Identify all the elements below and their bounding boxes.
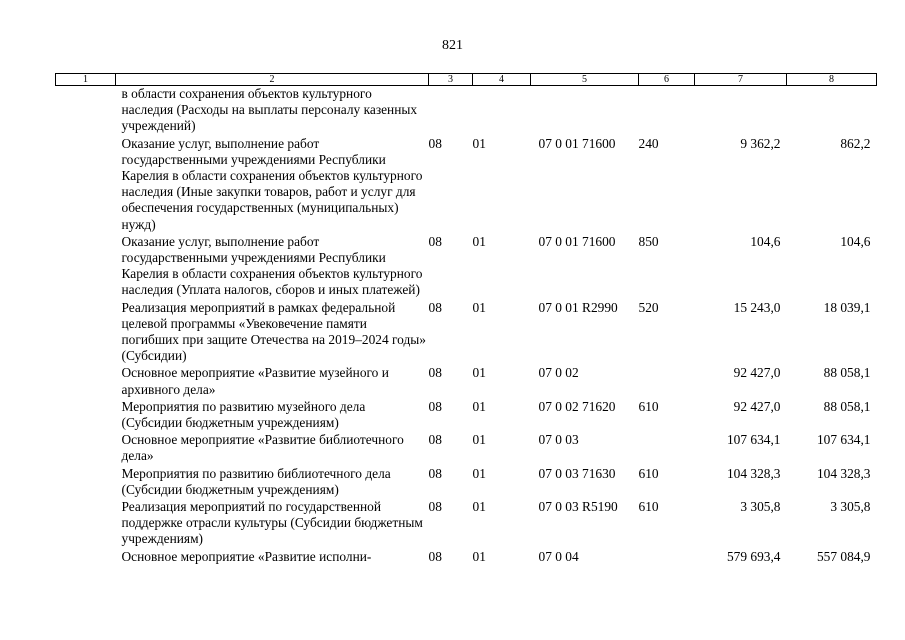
table-body — [56, 86, 877, 566]
row-amount-1: 104 328,3 — [726, 465, 781, 481]
row-name: Мероприятия по развитию библиотечного дела (Субсидии бюджетным учреждениям) — [121, 465, 391, 497]
row-amount-2: 862,2 — [840, 135, 871, 151]
row-subsection: 01 — [472, 365, 486, 381]
row-subsection: 01 — [472, 499, 486, 515]
row-subsection: 01 — [472, 398, 486, 414]
row-target-code: 07 0 03 — [538, 432, 579, 448]
table-row — [56, 499, 877, 549]
column-header-6: 6 — [639, 74, 695, 86]
row-number-cell — [56, 499, 116, 549]
row-name: Оказание услуг, выполнение работ государственными учреждениями Республики Карелия в области сохранения объектов культурного наследия (Иные закупки товаров, работ и услуг для обеспечения государственных (муниципальных) нужд) — [121, 135, 423, 232]
row-section: 08 — [428, 233, 442, 249]
table-row — [56, 549, 877, 566]
row-expense-type — [639, 86, 695, 136]
row-section: 08 — [428, 365, 442, 381]
row-number-cell — [56, 365, 116, 398]
row-target-code: 07 0 02 — [538, 365, 579, 381]
column-header-7: 7 — [695, 74, 787, 86]
row-name: Основное мероприятие «Развитие музейного и архивного дела» — [121, 365, 389, 397]
column-header-8: 8 — [787, 74, 877, 86]
row-name: Основное мероприятие «Развитие библиотечного дела» — [121, 432, 404, 464]
row-section: 08 — [428, 432, 442, 448]
row-amount-1: 3 305,8 — [740, 499, 781, 515]
row-subsection: 01 — [472, 135, 486, 151]
row-number-cell — [56, 136, 116, 234]
row-section: 08 — [428, 465, 442, 481]
row-section: 08 — [428, 398, 442, 414]
table-row — [56, 365, 877, 398]
row-section — [429, 86, 473, 136]
row-name: Оказание услуг, выполнение работ государственными учреждениями Республики Карелия в области сохранения объектов культурного наследия (Уплата налогов, сборов и иных платежей) — [121, 233, 423, 298]
row-target-code: 07 0 04 — [538, 548, 579, 564]
row-name: Основное мероприятие «Развитие исполни- — [121, 548, 372, 564]
row-name: Мероприятия по развитию музейного дела (Субсидии бюджетным учреждениям) — [121, 398, 366, 431]
row-section: 08 — [428, 548, 442, 564]
budget-table — [55, 73, 877, 566]
row-subsection: 01 — [472, 432, 486, 448]
row-expense-type: 850 — [638, 233, 659, 249]
row-subsection: 01 — [472, 233, 486, 249]
row-expense-type — [639, 365, 695, 398]
row-amount-2: 557 084,9 — [816, 548, 871, 564]
row-target-code: 07 0 03 71630 — [538, 465, 616, 481]
row-number-cell — [56, 234, 116, 300]
table-row — [56, 466, 877, 499]
row-number-cell — [56, 466, 116, 499]
column-header-1: 1 — [56, 74, 116, 86]
row-amount-2: 88 058,1 — [823, 365, 871, 381]
table-row — [56, 234, 877, 300]
column-header-5: 5 — [531, 74, 639, 86]
row-target-code — [531, 86, 639, 136]
column-header-4: 4 — [473, 74, 531, 86]
column-number-header-row — [56, 74, 877, 86]
column-header-3: 3 — [429, 74, 473, 86]
row-amount-2: 104,6 — [840, 233, 871, 249]
row-section: 08 — [428, 499, 442, 515]
row-amount-1: 92 427,0 — [733, 398, 781, 414]
row-number-cell — [56, 300, 116, 366]
table-row — [56, 399, 877, 432]
row-amount-2: 88 058,1 — [823, 398, 871, 414]
row-subsection: 01 — [472, 548, 486, 564]
row-amount-1: 15 243,0 — [733, 299, 781, 315]
row-amount-2: 3 305,8 — [830, 499, 871, 515]
row-number-cell — [56, 399, 116, 432]
row-number-cell — [56, 432, 116, 465]
row-expense-type: 240 — [638, 135, 659, 151]
table-row — [56, 86, 877, 136]
page-number: 821 — [442, 38, 463, 53]
row-number-cell — [56, 86, 116, 136]
row-expense-type — [639, 549, 695, 566]
row-target-code: 07 0 01 71600 — [538, 135, 616, 151]
row-target-code: 07 0 02 71620 — [538, 398, 616, 414]
row-amount-2 — [787, 86, 877, 136]
row-name: Реализация мероприятий по государственной поддержке отрасли культуры (Субсидии бюджетным учреждениям) — [121, 499, 423, 547]
row-amount-2: 18 039,1 — [823, 299, 871, 315]
row-amount-1: 9 362,2 — [740, 135, 781, 151]
row-amount-1: 107 634,1 — [726, 432, 781, 448]
row-amount-1: 92 427,0 — [733, 365, 781, 381]
row-expense-type: 610 — [638, 465, 659, 481]
row-amount-1 — [695, 86, 787, 136]
row-section: 08 — [428, 299, 442, 315]
row-name: Реализация мероприятий в рамках федеральной целевой программы «Увековечение памяти погибших при защите Отечества на 2019–2024 годы» (Субсидии) — [121, 299, 426, 364]
row-amount-1: 579 693,4 — [726, 548, 781, 564]
row-target-code: 07 0 01 71600 — [538, 233, 616, 249]
table-row — [56, 432, 877, 465]
row-amount-2: 104 328,3 — [816, 465, 871, 481]
row-expense-type: 520 — [638, 299, 659, 315]
row-subsection — [473, 86, 531, 136]
row-amount-2: 107 634,1 — [816, 432, 871, 448]
row-expense-type: 610 — [638, 499, 659, 515]
row-subsection: 01 — [472, 299, 486, 315]
row-name: в области сохранения объектов культурного наследия (Расходы на выплаты персоналу казенных учреждений) — [121, 86, 418, 134]
row-target-code: 07 0 03 R5190 — [538, 499, 618, 515]
row-number-cell — [56, 549, 116, 566]
row-expense-type — [639, 432, 695, 465]
table-row — [56, 300, 877, 366]
row-amount-1: 104,6 — [750, 233, 781, 249]
row-expense-type: 610 — [638, 398, 659, 414]
row-section: 08 — [428, 135, 442, 151]
column-header-2: 2 — [116, 74, 429, 86]
row-subsection: 01 — [472, 465, 486, 481]
row-target-code: 07 0 01 R2990 — [538, 299, 618, 315]
table-row — [56, 136, 877, 234]
